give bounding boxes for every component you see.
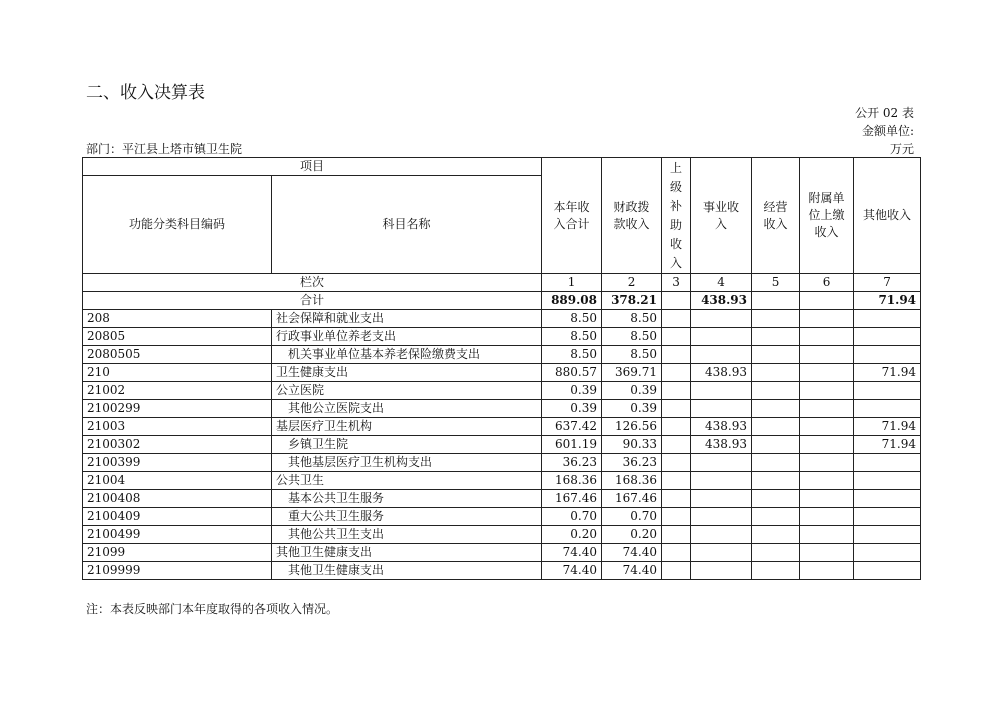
business-cell xyxy=(691,382,752,400)
column-index: 7 xyxy=(854,274,921,292)
header-operating-line2: 收入 xyxy=(763,216,788,231)
fiscal-cell: 74.40 xyxy=(602,544,662,562)
other-cell: 71.94 xyxy=(854,292,921,310)
affiliated-cell xyxy=(800,436,854,454)
header-affiliated-line3: 收入 xyxy=(814,225,839,239)
header-business xyxy=(691,158,752,274)
code-cell: 2100499 xyxy=(83,526,272,544)
fiscal-cell: 8.50 xyxy=(602,310,662,328)
business-cell xyxy=(691,526,752,544)
table-row xyxy=(83,436,921,454)
business-cell xyxy=(691,544,752,562)
fiscal-cell: 167.46 xyxy=(602,490,662,508)
fiscal-cell: 0.39 xyxy=(602,400,662,418)
total-cell: 601.19 xyxy=(542,436,602,454)
other-cell: 71.94 xyxy=(854,364,921,382)
code-cell: 208 xyxy=(83,310,272,328)
business-cell xyxy=(691,562,752,580)
total-cell: 167.46 xyxy=(542,490,602,508)
subsidy-cell xyxy=(662,472,691,490)
column-index: 2 xyxy=(602,274,662,292)
header-operating xyxy=(752,158,800,274)
header-column-index-label: 栏次 xyxy=(83,274,542,292)
table-row xyxy=(83,310,921,328)
affiliated-cell xyxy=(800,364,854,382)
name-cell: 公共卫生 xyxy=(272,472,542,490)
total-cell: 74.40 xyxy=(542,544,602,562)
header-subsidy-char: 入 xyxy=(670,255,683,270)
operating-cell xyxy=(752,382,800,400)
header-total xyxy=(542,158,602,274)
affiliated-cell xyxy=(800,400,854,418)
total-row xyxy=(83,292,921,310)
header-subsidy-char: 级 xyxy=(670,179,683,194)
affiliated-cell xyxy=(800,346,854,364)
business-cell: 438.93 xyxy=(691,436,752,454)
other-cell xyxy=(854,562,921,580)
subsidy-cell xyxy=(662,454,691,472)
header-total-line1: 本年收 xyxy=(553,199,590,214)
name-cell: 其他卫生健康支出 xyxy=(272,544,542,562)
operating-cell xyxy=(752,364,800,382)
subsidy-cell xyxy=(662,526,691,544)
name-cell: 社会保障和就业支出 xyxy=(272,310,542,328)
subsidy-cell xyxy=(662,364,691,382)
affiliated-cell xyxy=(800,454,854,472)
header-affiliated-line1: 附属单 xyxy=(808,191,845,205)
operating-cell xyxy=(752,418,800,436)
name-cell: 基层医疗卫生机构 xyxy=(272,418,542,436)
other-cell xyxy=(854,508,921,526)
total-cell: 168.36 xyxy=(542,472,602,490)
header-other: 其他收入 xyxy=(854,158,921,274)
header-affiliated xyxy=(800,158,854,274)
other-cell: 71.94 xyxy=(854,436,921,454)
operating-cell xyxy=(752,346,800,364)
subsidy-cell xyxy=(662,418,691,436)
column-index: 1 xyxy=(542,274,602,292)
subsidy-cell xyxy=(662,292,691,310)
total-cell: 0.70 xyxy=(542,508,602,526)
table-row xyxy=(83,454,921,472)
affiliated-cell xyxy=(800,328,854,346)
operating-cell xyxy=(752,436,800,454)
code-cell: 21099 xyxy=(83,544,272,562)
table-row xyxy=(83,472,921,490)
other-cell xyxy=(854,328,921,346)
unit-label: 金额单位: xyxy=(861,124,914,138)
operating-cell xyxy=(752,454,800,472)
subsidy-cell xyxy=(662,346,691,364)
affiliated-cell xyxy=(800,508,854,526)
table-row xyxy=(83,562,921,580)
code-cell: 21003 xyxy=(83,418,272,436)
total-cell: 880.57 xyxy=(542,364,602,382)
table-row xyxy=(83,508,921,526)
header-subsidy-char: 上 xyxy=(670,160,683,175)
code-cell: 2100399 xyxy=(83,454,272,472)
other-cell xyxy=(854,544,921,562)
fiscal-cell: 74.40 xyxy=(602,562,662,580)
name-cell: 其他卫生健康支出 xyxy=(272,562,542,580)
table-row xyxy=(83,382,921,400)
affiliated-cell xyxy=(800,292,854,310)
department-label: 部门：平江县上塔市镇卫生院 xyxy=(86,142,243,156)
subsidy-cell xyxy=(662,328,691,346)
other-cell xyxy=(854,454,921,472)
total-cell: 637.42 xyxy=(542,418,602,436)
header-subsidy-char: 补 xyxy=(670,198,683,213)
business-cell xyxy=(691,472,752,490)
subsidy-cell xyxy=(662,544,691,562)
name-cell: 卫生健康支出 xyxy=(272,364,542,382)
header-operating-line1: 经营 xyxy=(763,199,788,214)
business-cell xyxy=(691,490,752,508)
operating-cell xyxy=(752,562,800,580)
affiliated-cell xyxy=(800,526,854,544)
other-cell xyxy=(854,472,921,490)
subsidy-cell xyxy=(662,436,691,454)
affiliated-cell xyxy=(800,418,854,436)
affiliated-cell xyxy=(800,382,854,400)
total-cell: 889.08 xyxy=(542,292,602,310)
business-cell xyxy=(691,400,752,418)
fiscal-cell: 378.21 xyxy=(602,292,662,310)
fiscal-cell: 36.23 xyxy=(602,454,662,472)
operating-cell xyxy=(752,526,800,544)
total-row-label: 合计 xyxy=(83,292,542,310)
table-row xyxy=(83,490,921,508)
affiliated-cell xyxy=(800,472,854,490)
other-cell xyxy=(854,310,921,328)
code-cell: 20805 xyxy=(83,328,272,346)
operating-cell xyxy=(752,490,800,508)
total-cell: 36.23 xyxy=(542,454,602,472)
code-cell: 2100408 xyxy=(83,490,272,508)
total-cell: 0.39 xyxy=(542,382,602,400)
total-cell: 8.50 xyxy=(542,328,602,346)
code-cell: 2100302 xyxy=(83,436,272,454)
header-total-line2: 入合计 xyxy=(553,216,590,231)
subsidy-cell xyxy=(662,490,691,508)
business-cell xyxy=(691,346,752,364)
header-item: 项目 xyxy=(83,158,542,176)
name-cell: 行政事业单位养老支出 xyxy=(272,328,542,346)
operating-cell xyxy=(752,544,800,562)
code-cell: 21002 xyxy=(83,382,272,400)
income-table xyxy=(82,157,921,580)
header-subsidy xyxy=(662,158,691,274)
subsidy-cell xyxy=(662,508,691,526)
unit-value: 万元 xyxy=(889,142,914,156)
other-cell xyxy=(854,382,921,400)
subsidy-cell xyxy=(662,400,691,418)
code-cell: 2080505 xyxy=(83,346,272,364)
table-row xyxy=(83,418,921,436)
total-cell: 8.50 xyxy=(542,310,602,328)
other-cell: 71.94 xyxy=(854,418,921,436)
header-business-line1: 事业收 xyxy=(703,199,740,214)
operating-cell xyxy=(752,400,800,418)
column-index: 6 xyxy=(800,274,854,292)
table-row xyxy=(83,364,921,382)
header-fiscal-line2: 款收入 xyxy=(613,216,650,231)
subsidy-cell xyxy=(662,562,691,580)
operating-cell xyxy=(752,292,800,310)
total-cell: 74.40 xyxy=(542,562,602,580)
name-cell: 其他基层医疗卫生机构支出 xyxy=(272,454,542,472)
code-cell: 2100409 xyxy=(83,508,272,526)
table-row xyxy=(83,400,921,418)
name-cell: 其他公共卫生支出 xyxy=(272,526,542,544)
fiscal-cell: 8.50 xyxy=(602,346,662,364)
header-subsidy-char: 收 xyxy=(670,236,683,251)
name-cell: 乡镇卫生院 xyxy=(272,436,542,454)
header-business-line2: 入 xyxy=(715,216,728,231)
table-row xyxy=(83,544,921,562)
subsidy-cell xyxy=(662,382,691,400)
name-cell: 基本公共卫生服务 xyxy=(272,490,542,508)
name-cell: 公立医院 xyxy=(272,382,542,400)
other-cell xyxy=(854,346,921,364)
column-index: 5 xyxy=(752,274,800,292)
operating-cell xyxy=(752,310,800,328)
business-cell xyxy=(691,508,752,526)
total-cell: 0.20 xyxy=(542,526,602,544)
business-cell: 438.93 xyxy=(691,364,752,382)
business-cell xyxy=(691,454,752,472)
table-row xyxy=(83,328,921,346)
header-subsidy-char: 助 xyxy=(670,217,683,232)
operating-cell xyxy=(752,508,800,526)
fiscal-cell: 0.70 xyxy=(602,508,662,526)
business-cell xyxy=(691,310,752,328)
code-cell: 21004 xyxy=(83,472,272,490)
footnote: 注：本表反映部门本年度取得的各项收入情况。 xyxy=(86,602,339,616)
header-affiliated-line2: 位上缴 xyxy=(808,208,845,222)
name-cell: 机关事业单位基本养老保险缴费支出 xyxy=(272,346,542,364)
business-cell: 438.93 xyxy=(691,292,752,310)
affiliated-cell xyxy=(800,310,854,328)
table-row xyxy=(83,346,921,364)
name-cell: 其他公立医院支出 xyxy=(272,400,542,418)
operating-cell xyxy=(752,328,800,346)
business-cell: 438.93 xyxy=(691,418,752,436)
column-index: 4 xyxy=(691,274,752,292)
header-fiscal-line1: 财政拨 xyxy=(613,199,650,214)
fiscal-cell: 369.71 xyxy=(602,364,662,382)
form-number: 公开 02 表 xyxy=(855,106,914,120)
name-cell: 重大公共卫生服务 xyxy=(272,508,542,526)
column-index: 3 xyxy=(662,274,691,292)
other-cell xyxy=(854,490,921,508)
page-title: 二、收入决算表 xyxy=(86,83,205,103)
affiliated-cell xyxy=(800,562,854,580)
code-cell: 210 xyxy=(83,364,272,382)
total-cell: 8.50 xyxy=(542,346,602,364)
fiscal-cell: 0.39 xyxy=(602,382,662,400)
code-cell: 2109999 xyxy=(83,562,272,580)
table-row xyxy=(83,526,921,544)
header-name: 科目名称 xyxy=(272,176,542,274)
fiscal-cell: 126.56 xyxy=(602,418,662,436)
other-cell xyxy=(854,400,921,418)
fiscal-cell: 0.20 xyxy=(602,526,662,544)
subsidy-cell xyxy=(662,310,691,328)
affiliated-cell xyxy=(800,490,854,508)
code-cell: 2100299 xyxy=(83,400,272,418)
fiscal-cell: 90.33 xyxy=(602,436,662,454)
header-fiscal xyxy=(602,158,662,274)
business-cell xyxy=(691,328,752,346)
fiscal-cell: 168.36 xyxy=(602,472,662,490)
operating-cell xyxy=(752,472,800,490)
header-code: 功能分类科目编码 xyxy=(83,176,272,274)
fiscal-cell: 8.50 xyxy=(602,328,662,346)
affiliated-cell xyxy=(800,544,854,562)
other-cell xyxy=(854,526,921,544)
total-cell: 0.39 xyxy=(542,400,602,418)
